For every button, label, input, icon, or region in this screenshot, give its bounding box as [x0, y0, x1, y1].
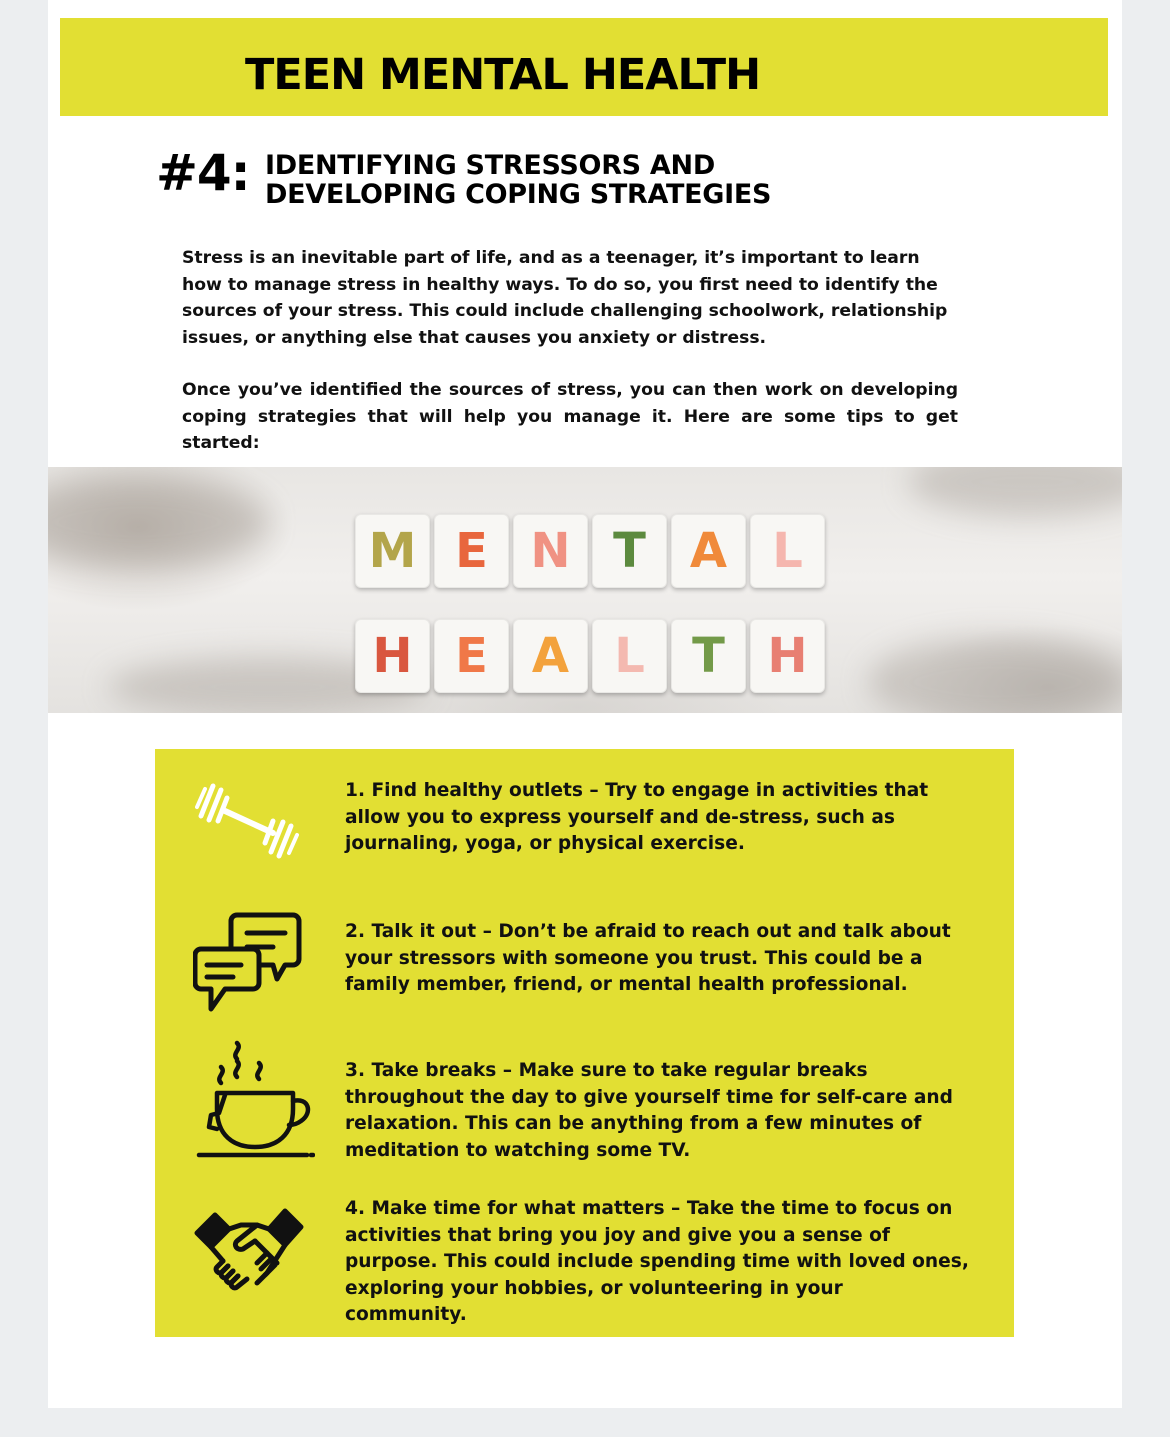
intro-text [182, 245, 958, 457]
mental-health-photo [48, 467, 1122, 713]
tip-4-text: 4. Make time for what matters – Take the time to focus on activities that bring you joy and give you a sense of purpose. This could include spending time with loved ones, exploring your hobbies, or volunteering in your community. [345, 1198, 969, 1325]
letter-tile: T [592, 514, 667, 588]
tile-row-health [355, 619, 825, 693]
section-title [265, 151, 771, 209]
letter-tile: N [513, 514, 588, 588]
letter-tile: M [355, 514, 430, 588]
intro-paragraph-1: Stress is an inevitable part of life, and as a teenager, it’s important to learn how to manage stress in healthy ways. To do so, you first need to identify the sources of your stress. This could include challenging schoolwork, relationship issues, or anything else that causes you anxiety or distress. [182, 248, 948, 348]
letter-tile: A [513, 619, 588, 693]
letter-tile: L [750, 514, 825, 588]
intro-paragraph-2: Once you’ve identified the sources of stress, you can then work on developing coping strategies that will help you manage it. Here are some tips to get started: [182, 380, 958, 453]
fabric-fold [908, 467, 1122, 517]
section-title-line-2: DEVELOPING COPING STRATEGIES [265, 179, 772, 210]
letter-tile: A [671, 514, 746, 588]
letter-tile: H [355, 619, 430, 693]
coffee-cup-icon [195, 1039, 315, 1164]
section-number: #4: [156, 144, 250, 202]
header-title: TEEN MENTAL HEALTH [245, 50, 761, 100]
tip-3-text: 3. Take breaks – Make sure to take regular breaks throughout the day to give yourself time for self-care and relaxation. This can be anything from a few minutes of meditation to watching some TV. [345, 1060, 953, 1161]
fabric-fold [48, 477, 268, 567]
tip-1-text: 1. Find healthy outlets – Try to engage in activities that allow you to express yourself and de-stress, such as journaling, yoga, or physical exercise. [345, 780, 929, 854]
letter-tile: E [434, 619, 509, 693]
dumbbell-icon [195, 781, 305, 861]
tips-box [155, 749, 1014, 1337]
section-title-line-1: IDENTIFYING STRESSORS AND [265, 150, 715, 181]
chat-bubbles-icon [193, 909, 303, 1019]
letter-tile: L [592, 619, 667, 693]
header-banner [60, 18, 1108, 116]
letter-tile: T [671, 619, 746, 693]
handshake-icon [193, 1203, 305, 1307]
letter-tile: H [750, 619, 825, 693]
tip-2-text: 2. Talk it out – Don’t be afraid to reach out and talk about your stressors with someone you trust. This could be a family member, friend, or mental health professional. [345, 921, 951, 995]
tile-row-mental [355, 514, 825, 588]
letter-tile: E [434, 514, 509, 588]
fabric-fold [868, 637, 1122, 713]
document-page [48, 0, 1122, 1408]
